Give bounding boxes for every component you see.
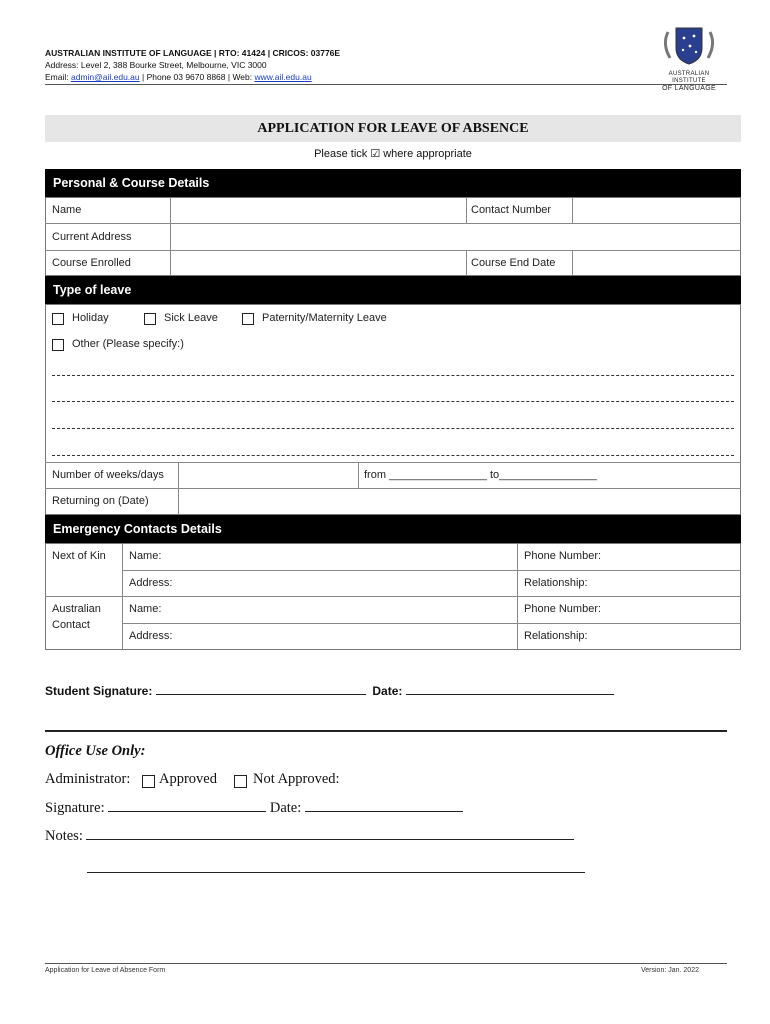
contact-line: Email: admin@ail.edu.au | Phone 03 9670 8868 | Web: www.ail.edu.au [45, 72, 312, 82]
institute-line: AUSTRALIAN INSTITUTE OF LANGUAGE | RTO: 41424 | CRICOS: 03776E [45, 48, 341, 58]
course-enrolled-field[interactable] [171, 251, 466, 276]
kin-relationship-field[interactable]: Relationship: [524, 577, 588, 589]
kin-address-field[interactable]: Address: [129, 577, 173, 589]
sick-leave-label: Sick Leave [164, 312, 218, 324]
specify-line-3[interactable] [52, 428, 734, 429]
office-use-heading: Office Use Only: [45, 743, 146, 759]
footer-version: Version: Jan. 2022 [641, 967, 699, 974]
current-address-label: Current Address [52, 231, 132, 243]
specify-line-4[interactable] [52, 455, 734, 456]
section-personal-heading: Personal & Course Details [45, 169, 741, 197]
name-label: Name [52, 204, 82, 216]
office-date-field[interactable] [305, 799, 463, 812]
returning-date-field[interactable] [179, 489, 740, 514]
contact-number-field[interactable] [573, 198, 740, 223]
course-end-date-field[interactable] [573, 251, 740, 276]
header-divider [45, 84, 727, 85]
other-label: Other (Please specify:) [72, 338, 184, 350]
not-approved-label: Not Approved: [253, 771, 340, 787]
course-end-date-label: Course End Date [471, 257, 556, 269]
institute-logo: AUSTRALIAN INSTITUTE OF LANGUAGE [654, 22, 724, 82]
email-link[interactable]: admin@ail.edu.au [70, 72, 140, 82]
notes-field-line-2[interactable] [87, 872, 585, 873]
notes-field-line-1[interactable] [86, 827, 574, 840]
sick-leave-checkbox[interactable] [144, 313, 156, 325]
aus-phone-field[interactable]: Phone Number: [524, 603, 602, 615]
office-divider [45, 730, 727, 732]
contact-number-label: Contact Number [471, 204, 552, 216]
australian-contact-label-2: Contact [52, 619, 90, 631]
notes-row: Notes: [45, 827, 574, 845]
paternity-maternity-checkbox[interactable] [242, 313, 254, 325]
other-checkbox[interactable] [52, 339, 64, 351]
name-field[interactable] [171, 198, 466, 223]
student-signature-row: Student Signature: Date: [45, 684, 614, 698]
weeks-days-label: Number of weeks/days [52, 469, 164, 481]
not-approved-checkbox[interactable] [234, 775, 247, 788]
section-leave-heading: Type of leave [45, 276, 741, 304]
form-title: APPLICATION FOR LEAVE OF ABSENCE [257, 121, 529, 136]
leave-table [45, 304, 741, 515]
approved-checkbox[interactable] [142, 775, 155, 788]
specify-line-1[interactable] [52, 375, 734, 376]
web-link[interactable]: www.ail.edu.au [254, 72, 312, 82]
aus-relationship-field[interactable]: Relationship: [524, 630, 588, 642]
kin-name-field[interactable]: Name: [129, 550, 162, 562]
returning-date-label: Returning on (Date) [52, 495, 149, 507]
kin-phone-field[interactable]: Phone Number: [524, 550, 602, 562]
paternity-maternity-label: Paternity/Maternity Leave [262, 312, 387, 324]
course-enrolled-label: Course Enrolled [52, 257, 131, 269]
specify-line-2[interactable] [52, 401, 734, 402]
aus-address-field[interactable]: Address: [129, 630, 173, 642]
crest-icon [654, 22, 724, 66]
holiday-checkbox[interactable] [52, 313, 64, 325]
next-of-kin-label: Next of Kin [52, 550, 106, 562]
footer-form-name: Application for Leave of Absence Form [45, 967, 166, 974]
holiday-label: Holiday [72, 312, 109, 324]
student-date-field[interactable] [406, 684, 614, 695]
weeks-days-field[interactable] [179, 463, 358, 488]
footer-divider [45, 963, 727, 964]
section-emergency-heading: Emergency Contacts Details [45, 515, 741, 543]
administrator-label: Administrator: [45, 771, 131, 787]
student-signature-field[interactable] [156, 684, 366, 695]
approved-label: Approved [159, 771, 217, 787]
office-signature-row: Signature: Date: [45, 799, 463, 817]
office-signature-field[interactable] [108, 799, 266, 812]
from-to-field[interactable]: from ________________ to________________ [364, 469, 598, 481]
aus-name-field[interactable]: Name: [129, 603, 162, 615]
address-line: Address: Level 2, 388 Bourke Street, Melbourne, VIC 3000 [45, 60, 267, 70]
tick-note: Please tick ☑ where appropriate [314, 148, 472, 160]
current-address-field[interactable] [171, 224, 740, 250]
australian-contact-label: Australian [52, 603, 101, 615]
